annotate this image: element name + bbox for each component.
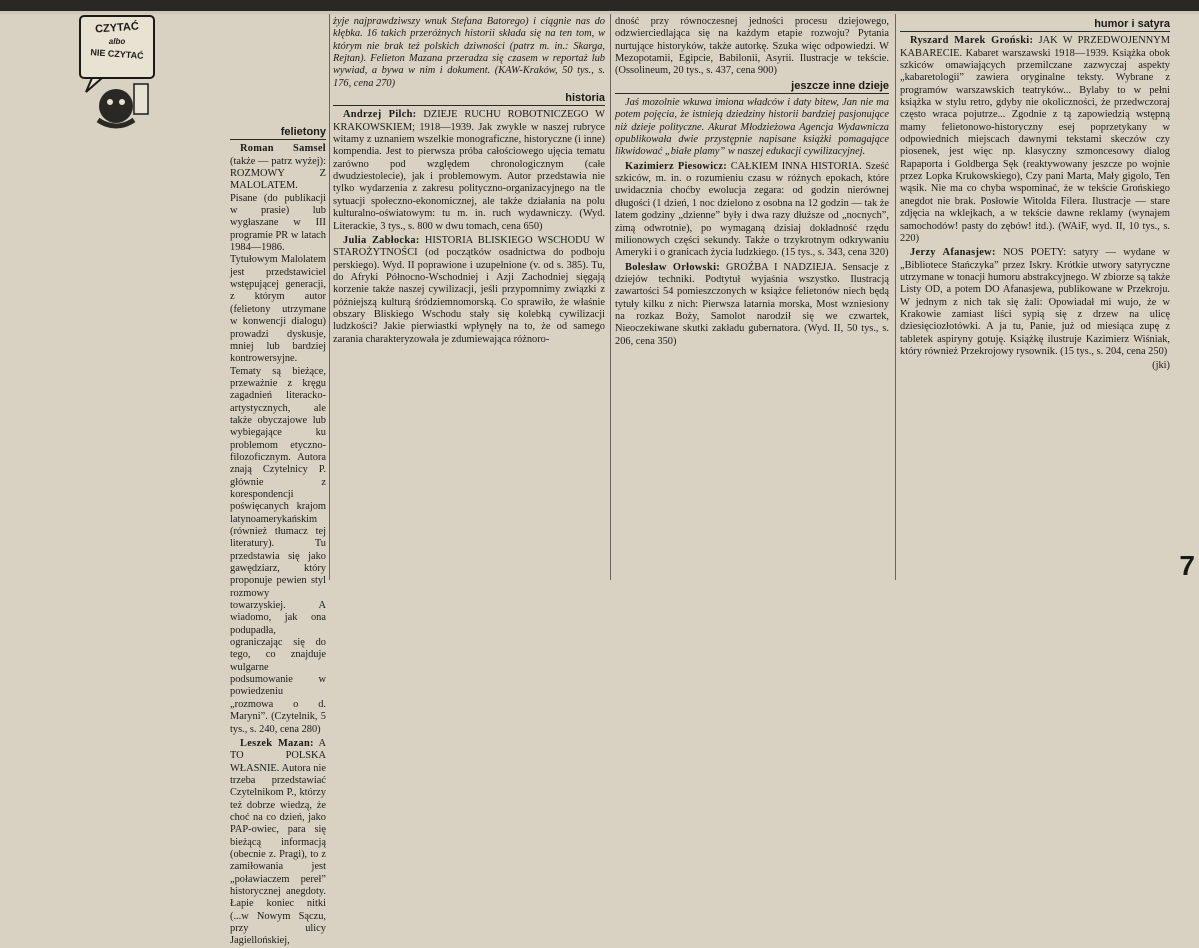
section-heading-jeszcze-inne-dzieje: jeszcze inne dzieje <box>615 80 889 94</box>
column-historia <box>333 16 605 576</box>
entry-afanasjew <box>900 247 1170 358</box>
entry-text: JAK W PRZEDWOJENNYM KABARECIE. Kabaret warszawski 1918—1939. Książka obok szkiców omawiających przemilczane zazwyczaj aspekty „kabaretologii” zawiera oryginalne teksty. Wybrane z programów warszawskich teatryków... Bylaby to w pełni książka w stylu retro, gdyby nie okoliczności, że przedwczoraj często wraca pojutrze... Zgodnie z tą zapowiedzią wstępną mamy felietonowo-historyczny esej poprzetykany w odpowiednich miejscach dawnymi tekstami skeczów czy piosenek, jest więc np. klasyczny szmoncesowy dialog Rapaporta i Goldberga Sęk (reaktywowany jeszcze po wojnie przez Lopka Krukowskiego), Czy pani Marta, Mały gigolo, Ten wąsik. Nie ma co chyba wspominać, że w tekście Grońskiego anegdot nie brak. Posłowie Witolda Filera. Ilustracje — stare zdjęcia na wklejkach, a w tekście dawne reklamy (wynajem samochodów! pasty do zębów! itd.). (WAiF, wyd. II, 10 tys., s. 220) <box>900 35 1170 244</box>
entry-text: A TO POLSKA WŁASNIE. Autora nie trzeba przedstawiać Czytelnikom P., którzy też dobrze wiedzą, że choć na co dzień, jako PAP-owiec, para się bieżącą informacją (obecnie z. Pragi), to z zamiłowania jest „poławiaczem pereł” historycznej anegdoty. Łapie koniec nitki (...w Nowym Sączu, przy ulicy Jagiellońskiej, <box>230 737 326 947</box>
column-rule <box>610 14 611 580</box>
entry-text: GROŹBA I NADZIEJA. Sensacje z dziejów techniki. Podtytuł wyjaśnia wszystko. Ilustracją zawartości 54 pomieszczonych w książce felietonów niech będą tytuły kilku z nich: Pierwsza latarnia morska, Most wzniesiony na rozkaz Boży, Samolot narodził się we czwartek, Nieoczekiwane skutki zakładu gubernatora. (Wyd. II, 50 tys., s. 206, cena 350) <box>615 261 889 347</box>
entry-samsel <box>230 143 326 736</box>
entry-piesowicz <box>615 161 889 260</box>
column-rule <box>329 14 330 580</box>
column-felietony <box>230 124 326 947</box>
section-intro: Jaś mozolnie wkuwa imiona władców i daty bitew, Jan nie ma potem pojęcia, że istnieją dziedziny historii bardziej pasjonujące niż dzieje polityczne. Akurat Młodzieżowa Agencja Wydawnicza opublikowała dwie przystępnie napisane książki pomagające likwidować „białe plamy” w naszej edukacji cywilizacyjnej. <box>615 97 889 158</box>
section-heading-humor-i-satyra: humor i satyra <box>900 18 1170 32</box>
entry-author: Jerzy Afanasjew: <box>910 247 996 259</box>
logo-line-2: albo <box>108 37 126 46</box>
entry-author: Julia Zabłocka: <box>343 234 420 246</box>
top-rule <box>0 0 1199 11</box>
entry-text: CAŁKIEM INNA HISTORIA. Sześć szkiców, m. in. o rozumieniu czasu w różnych epokach, które uwidacznia choćby ewolucja zegara: od godzin nierównej długości (1 dzień, 1 noc dzielono z osobna na 12 godzin — tak że latem godziny „dzienne” były i dwa razy dłuższe od „nocnych”, zimą odwrotnie), po wymaganą dzisiaj dokładność rzędu milionowych części sekundy. Także o trzykrotnym odkrywaniu Ameryki i o granicach życia ludzkiego. (15 tys., s. 343, cena 320) <box>615 160 889 259</box>
continued-text: żyje najprawdziwszy wnuk Stefana Batorego) i ciągnie nas do kłębka. 16 takich przeróżnych historii składa się na ten tom, w którym nie brak też polskich dziwności (patrz m. in.: Skarga, Rejtan). Felieton Mazana przeradza się czasem w reportaż lub wywiad, a bywa w nim i dokument. (KAW-Kraków, 50 tys., s. 176, cena 270) <box>333 16 605 89</box>
entry-orlowski <box>615 262 889 348</box>
entry-author: Kazimierz Piesowicz: <box>625 160 727 172</box>
entry-gronski <box>900 35 1170 245</box>
top-rule-gap <box>0 11 1199 14</box>
column-humor-i-satyra <box>900 16 1170 576</box>
logo-line-1: CZYTAĆ <box>94 20 140 36</box>
entry-author: Ryszard Marek Groński: <box>910 35 1034 47</box>
entry-zablocka <box>333 235 605 346</box>
entry-author: Bolesław Orłowski: <box>625 261 721 273</box>
entry-mazan <box>230 738 326 948</box>
logo-text <box>84 22 150 61</box>
entry-text: (także — patrz wyżej): ROZMOWY Z MALOLATEM. Pisane (do publikacji w prasie) lub wygłaszane w III programie PR w latach 1984—1986. Tytułowym Malolatem jest przedstawiciel wstępującej generacji, z którym autor (felietony utrzymane w konwencji dialogu) prowadzi dyskusje, mniej lub bardziej kontrowersyjne. Tematy są bieżące, przeważnie z kręgu zagadnień literacko-artystycznych, ale także obyczajowe lub wybiegające ku problemom etyczno-filozoficznym. Autora znają Czytelnicy P. głównie z korespondencji poświęcanych krajom latynoamerykańskim (również tłumacz tej literatury). Tu przedstawia się jako gawędziarz, który proponuje pewien styl rozmowy towarzyskiej. A wiadomo, jak ona podupadła, ograniczając się do tego, co znajduje wulgarne podsumowanie w powiedzeniu „rozmowa o d. Maryni”. (Czytelnik, 5 tys., s. 240, cena 280) <box>230 155 326 735</box>
continued-text: dność przy równoczesnej jedności procesu dziejowego, odzwierciedlająca się na każdym etapie rozwoju? Pytania nurtujące historyków, także autorkę. Szuka więc odpowiedzi. W Mezopotamii, Egipcie, Babilonii, Asyrii. Ilustracje w tekście. (Ossolineum, 20 tys., s. 437, cena 900) <box>615 16 889 77</box>
page-number: 7 <box>1179 550 1195 581</box>
section-heading-historia: historia <box>333 92 605 106</box>
section-heading-felietony: felietony <box>230 126 326 140</box>
logo-line-3: NIE CZYTAĆ <box>90 47 144 61</box>
entry-text: NOS POETY: satyry — wydane w „Bibliotece Stańczyka” przez Iskry. Krótkie utwory satyryczne utrzymane w tonacji humoru abstrakcyjnego. W zbiorze są także Listy OD, a potem DO Afanasjewa, publikowane w Przekroju. W jednym z nich tak się żali: Opowiadał mi wujo, że w Krakowie zamiast liści sypią się z drzew na ulicę dziesięciozłotówki. A ja tu, Panie, już od miesiąca zupę z tabletek aspiryny gotuję. Książkę ilustruje Kazimierz Wiśniak, który również Przekrojowy rysownik. (15 tys., s. 204, cena 250) <box>900 247 1170 357</box>
entry-author: Andrzej Pilch: <box>343 109 417 121</box>
entry-text: HISTORIA BLISKIEGO WSCHODU W STAROŻYTNOŚCI (od początków osadnictwa do podboju perskiego). Wyd. II poprawione i uzupełnione (v. od s. 385). Tu, do Afryki Północno-Wschodniej i Azji Zachodniej sięgają korzenie także naszej cywilizacji, jeśli przypomnimy związki z późniejszą kulturą śródziemnomorską. Co sprawiło, że właśnie obszary Bliskiego Wschodu stały się kolebką cywilizacji ludzkości? Jakie pierwiastki wpłynęły na to, że od samego zarania charakteryzowała je zdumiewająca różnoro- <box>333 234 605 345</box>
entry-author: Leszek Mazan: <box>240 737 314 749</box>
entry-text: DZIEJE RUCHU ROBOTNICZEGO W KRAKOWSKIEM; 1918—1939. Jak zwykle w naszej rubryce witamy z uznaniem wszelkie monograficzne, historyczne (i inne) kompendia. Jest to pierwsza próba całościowego ujęcia tematu zarówno pod względem chronologicznym (całe dwudziestolecie), jak i problemowym. Autor przedstawia nie tylko wydarzenia z zakresu polityczno-organizacyjnego na tle sytuacji społeczno-ekonomicznej, ale także działania na polu kulturalno-oświatowym: tu m. in. ruch wydawniczy. (Wyd. Literackie, 3 tys., s. 800 w dwu tomach, cena 650) <box>333 109 605 232</box>
entry-pilch <box>333 109 605 232</box>
column-jeszcze-inne-dzieje <box>615 16 889 576</box>
signature: (jki) <box>1152 360 1170 372</box>
entry-author: Roman Samsel <box>240 143 326 155</box>
column-rule <box>895 14 896 580</box>
